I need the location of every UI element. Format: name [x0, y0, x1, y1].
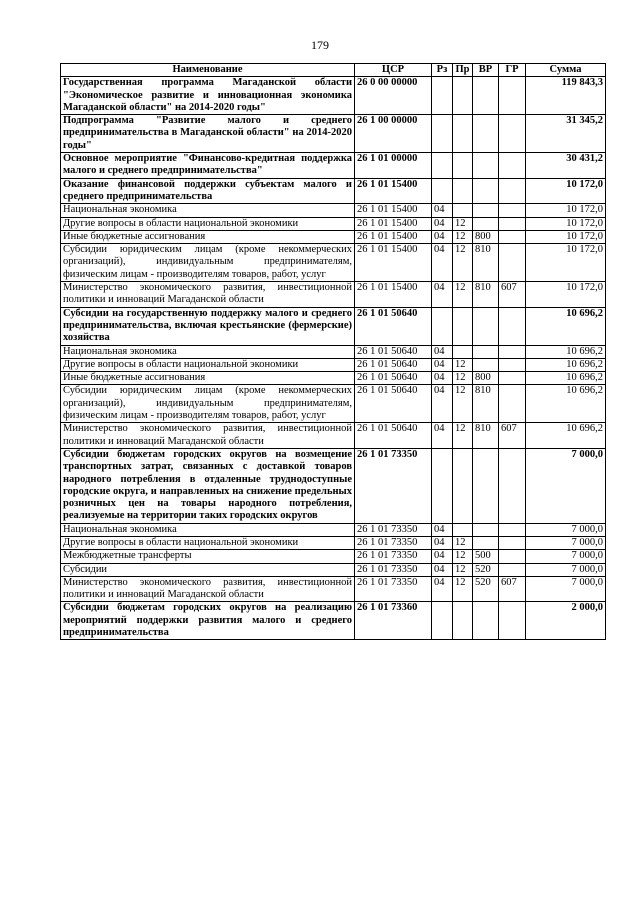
cell-name: Субсидии юридическим лицам (кроме некоммерческих организаций), индивидуальным предпринимателям, физическим лицам - производителям товаров, работ, услуг — [61, 244, 355, 282]
cell-pr — [453, 153, 473, 179]
table-row — [61, 77, 606, 115]
table-row — [61, 230, 606, 243]
cell-gr — [499, 345, 526, 358]
cell-rz: 04 — [432, 372, 453, 385]
cell-sum: 10 696,2 — [526, 372, 606, 385]
cell-sum: 10 172,0 — [526, 217, 606, 230]
cell-pr: 12 — [453, 385, 473, 423]
cell-vr — [473, 77, 499, 115]
cell-pr — [453, 602, 473, 640]
table-row — [61, 576, 606, 602]
cell-csr: 26 1 01 73350 — [355, 563, 432, 576]
cell-rz: 04 — [432, 358, 453, 371]
cell-gr — [499, 307, 526, 345]
cell-name: Субсидии бюджетам городских округов на реализацию мероприятий поддержки развития малого и среднего предпринимательства — [61, 602, 355, 640]
table-row — [61, 550, 606, 563]
cell-gr: 607 — [499, 282, 526, 308]
cell-csr: 26 1 01 73350 — [355, 536, 432, 549]
cell-gr — [499, 563, 526, 576]
header-pr: Пр — [453, 64, 473, 77]
cell-rz: 04 — [432, 523, 453, 536]
cell-sum: 31 345,2 — [526, 115, 606, 153]
cell-gr — [499, 523, 526, 536]
cell-name: Иные бюджетные ассигнования — [61, 230, 355, 243]
table-row — [61, 244, 606, 282]
cell-gr: 607 — [499, 576, 526, 602]
cell-vr — [473, 523, 499, 536]
cell-gr — [499, 77, 526, 115]
cell-sum: 7 000,0 — [526, 448, 606, 523]
cell-csr: 26 1 01 00000 — [355, 153, 432, 179]
cell-sum: 7 000,0 — [526, 550, 606, 563]
cell-rz: 04 — [432, 230, 453, 243]
cell-csr: 26 1 01 73350 — [355, 576, 432, 602]
cell-rz: 04 — [432, 345, 453, 358]
cell-csr: 26 1 01 73350 — [355, 448, 432, 523]
table-row — [61, 282, 606, 308]
cell-gr — [499, 204, 526, 217]
cell-gr — [499, 385, 526, 423]
header-row — [61, 64, 606, 77]
cell-name: Национальная экономика — [61, 345, 355, 358]
cell-vr: 520 — [473, 576, 499, 602]
cell-vr — [473, 115, 499, 153]
cell-rz: 04 — [432, 385, 453, 423]
cell-csr: 26 1 01 50640 — [355, 358, 432, 371]
table-row — [61, 307, 606, 345]
cell-sum: 7 000,0 — [526, 563, 606, 576]
cell-sum: 10 172,0 — [526, 282, 606, 308]
cell-rz — [432, 448, 453, 523]
cell-vr: 810 — [473, 385, 499, 423]
header-vr: ВР — [473, 64, 499, 77]
cell-name: Другие вопросы в области национальной экономики — [61, 536, 355, 549]
cell-sum: 10 696,2 — [526, 358, 606, 371]
cell-gr — [499, 178, 526, 204]
cell-pr: 12 — [453, 358, 473, 371]
cell-csr: 26 1 01 50640 — [355, 345, 432, 358]
cell-vr: 520 — [473, 563, 499, 576]
cell-csr: 26 1 01 15400 — [355, 282, 432, 308]
cell-gr — [499, 217, 526, 230]
cell-pr — [453, 178, 473, 204]
cell-sum: 10 696,2 — [526, 423, 606, 449]
cell-sum: 10 172,0 — [526, 178, 606, 204]
cell-gr: 607 — [499, 423, 526, 449]
cell-gr — [499, 153, 526, 179]
cell-vr — [473, 307, 499, 345]
table-row — [61, 345, 606, 358]
cell-name: Субсидии бюджетам городских округов на возмещение транспортных затрат, связанных с доставкой товаров народного потребления в отдаленные труднодоступные городские округа, и направленных на снижение предельных розничных цен на товары народного потребления, реализуемые на территории таких городских округов — [61, 448, 355, 523]
cell-sum: 10 696,2 — [526, 307, 606, 345]
table-row — [61, 385, 606, 423]
cell-gr — [499, 602, 526, 640]
cell-gr — [499, 536, 526, 549]
cell-vr — [473, 345, 499, 358]
cell-pr: 12 — [453, 576, 473, 602]
cell-rz — [432, 307, 453, 345]
cell-rz — [432, 115, 453, 153]
cell-pr: 12 — [453, 550, 473, 563]
table-row — [61, 204, 606, 217]
cell-pr — [453, 523, 473, 536]
cell-vr: 810 — [473, 282, 499, 308]
cell-name: Подпрограмма "Развитие малого и среднего предпринимательства в Магаданской области" на 2014-2020 годы" — [61, 115, 355, 153]
cell-pr — [453, 204, 473, 217]
cell-gr — [499, 448, 526, 523]
cell-name: Оказание финансовой поддержки субъектам малого и среднего предпринимательства — [61, 178, 355, 204]
cell-sum: 10 172,0 — [526, 244, 606, 282]
table-row — [61, 536, 606, 549]
cell-sum: 10 172,0 — [526, 230, 606, 243]
cell-csr: 26 1 01 15400 — [355, 230, 432, 243]
cell-name: Субсидии — [61, 563, 355, 576]
cell-name: Субсидии на государственную поддержку малого и среднего предпринимательства, включая крестьянские (фермерские) хозяйства — [61, 307, 355, 345]
budget-table — [60, 63, 606, 640]
table-row — [61, 358, 606, 371]
cell-csr: 26 1 01 15400 — [355, 217, 432, 230]
cell-rz: 04 — [432, 244, 453, 282]
cell-name: Субсидии юридическим лицам (кроме некоммерческих организаций), индивидуальным предпринимателям, физическим лицам - производителям товаров, работ, услуг — [61, 385, 355, 423]
cell-pr: 12 — [453, 536, 473, 549]
cell-gr — [499, 372, 526, 385]
table-row — [61, 423, 606, 449]
cell-pr — [453, 307, 473, 345]
cell-pr: 12 — [453, 282, 473, 308]
cell-csr: 26 1 01 15400 — [355, 244, 432, 282]
cell-vr: 810 — [473, 423, 499, 449]
header-csr: ЦСР — [355, 64, 432, 77]
cell-gr — [499, 550, 526, 563]
cell-pr — [453, 345, 473, 358]
table-row — [61, 217, 606, 230]
cell-vr — [473, 358, 499, 371]
cell-rz — [432, 153, 453, 179]
cell-pr: 12 — [453, 423, 473, 449]
cell-csr: 26 1 01 73350 — [355, 523, 432, 536]
cell-name: Национальная экономика — [61, 523, 355, 536]
header-sum: Сумма — [526, 64, 606, 77]
table-row — [61, 153, 606, 179]
cell-vr — [473, 178, 499, 204]
cell-csr: 26 1 01 73360 — [355, 602, 432, 640]
cell-csr: 26 1 01 15400 — [355, 178, 432, 204]
cell-pr: 12 — [453, 244, 473, 282]
cell-pr — [453, 115, 473, 153]
table-row — [61, 372, 606, 385]
cell-csr: 26 0 00 00000 — [355, 77, 432, 115]
cell-rz: 04 — [432, 550, 453, 563]
cell-rz: 04 — [432, 536, 453, 549]
cell-sum: 30 431,2 — [526, 153, 606, 179]
cell-name: Министерство экономического развития, инвестиционной политики и инноваций Магаданской области — [61, 282, 355, 308]
cell-pr: 12 — [453, 372, 473, 385]
cell-rz: 04 — [432, 204, 453, 217]
cell-name: Иные бюджетные ассигнования — [61, 372, 355, 385]
header-name: Наименование — [61, 64, 355, 77]
cell-vr — [473, 536, 499, 549]
cell-sum: 7 000,0 — [526, 536, 606, 549]
cell-sum: 10 696,2 — [526, 345, 606, 358]
cell-name: Другие вопросы в области национальной экономики — [61, 358, 355, 371]
cell-csr: 26 1 00 00000 — [355, 115, 432, 153]
cell-csr: 26 1 01 50640 — [355, 385, 432, 423]
cell-sum: 2 000,0 — [526, 602, 606, 640]
cell-name: Национальная экономика — [61, 204, 355, 217]
cell-name: Основное мероприятие "Финансово-кредитная поддержка малого и среднего предпринимательства" — [61, 153, 355, 179]
cell-csr: 26 1 01 50640 — [355, 307, 432, 345]
cell-csr: 26 1 01 15400 — [355, 204, 432, 217]
cell-name: Министерство экономического развития, инвестиционной политики и инноваций Магаданской области — [61, 576, 355, 602]
cell-rz: 04 — [432, 563, 453, 576]
cell-sum: 7 000,0 — [526, 576, 606, 602]
table-row — [61, 602, 606, 640]
cell-vr: 800 — [473, 230, 499, 243]
cell-name: Министерство экономического развития, инвестиционной политики и инноваций Магаданской области — [61, 423, 355, 449]
cell-name: Другие вопросы в области национальной экономики — [61, 217, 355, 230]
cell-sum: 119 843,3 — [526, 77, 606, 115]
cell-name: Межбюджетные трансферты — [61, 550, 355, 563]
table-row — [61, 523, 606, 536]
cell-rz: 04 — [432, 423, 453, 449]
page-number: 179 — [311, 38, 329, 52]
cell-rz — [432, 77, 453, 115]
cell-pr: 12 — [453, 563, 473, 576]
cell-gr — [499, 230, 526, 243]
cell-vr — [473, 448, 499, 523]
table-row — [61, 115, 606, 153]
cell-rz: 04 — [432, 576, 453, 602]
cell-pr: 12 — [453, 230, 473, 243]
cell-rz — [432, 178, 453, 204]
cell-pr — [453, 77, 473, 115]
cell-pr — [453, 448, 473, 523]
table-row — [61, 563, 606, 576]
cell-vr: 810 — [473, 244, 499, 282]
cell-sum: 10 172,0 — [526, 204, 606, 217]
cell-rz — [432, 602, 453, 640]
cell-gr — [499, 115, 526, 153]
header-gr: ГР — [499, 64, 526, 77]
cell-vr — [473, 153, 499, 179]
cell-vr: 500 — [473, 550, 499, 563]
cell-vr — [473, 204, 499, 217]
cell-csr: 26 1 01 73350 — [355, 550, 432, 563]
cell-sum: 7 000,0 — [526, 523, 606, 536]
cell-csr: 26 1 01 50640 — [355, 372, 432, 385]
cell-vr — [473, 217, 499, 230]
header-rz: Рз — [432, 64, 453, 77]
cell-name: Государственная программа Магаданской области "Экономическое развитие и инновационная экономика Магаданской области" на 2014-2020 годы" — [61, 77, 355, 115]
cell-pr: 12 — [453, 217, 473, 230]
table-row — [61, 448, 606, 523]
cell-sum: 10 696,2 — [526, 385, 606, 423]
table-row — [61, 178, 606, 204]
cell-gr — [499, 358, 526, 371]
cell-rz: 04 — [432, 217, 453, 230]
cell-vr: 800 — [473, 372, 499, 385]
cell-rz: 04 — [432, 282, 453, 308]
cell-vr — [473, 602, 499, 640]
cell-gr — [499, 244, 526, 282]
cell-csr: 26 1 01 50640 — [355, 423, 432, 449]
